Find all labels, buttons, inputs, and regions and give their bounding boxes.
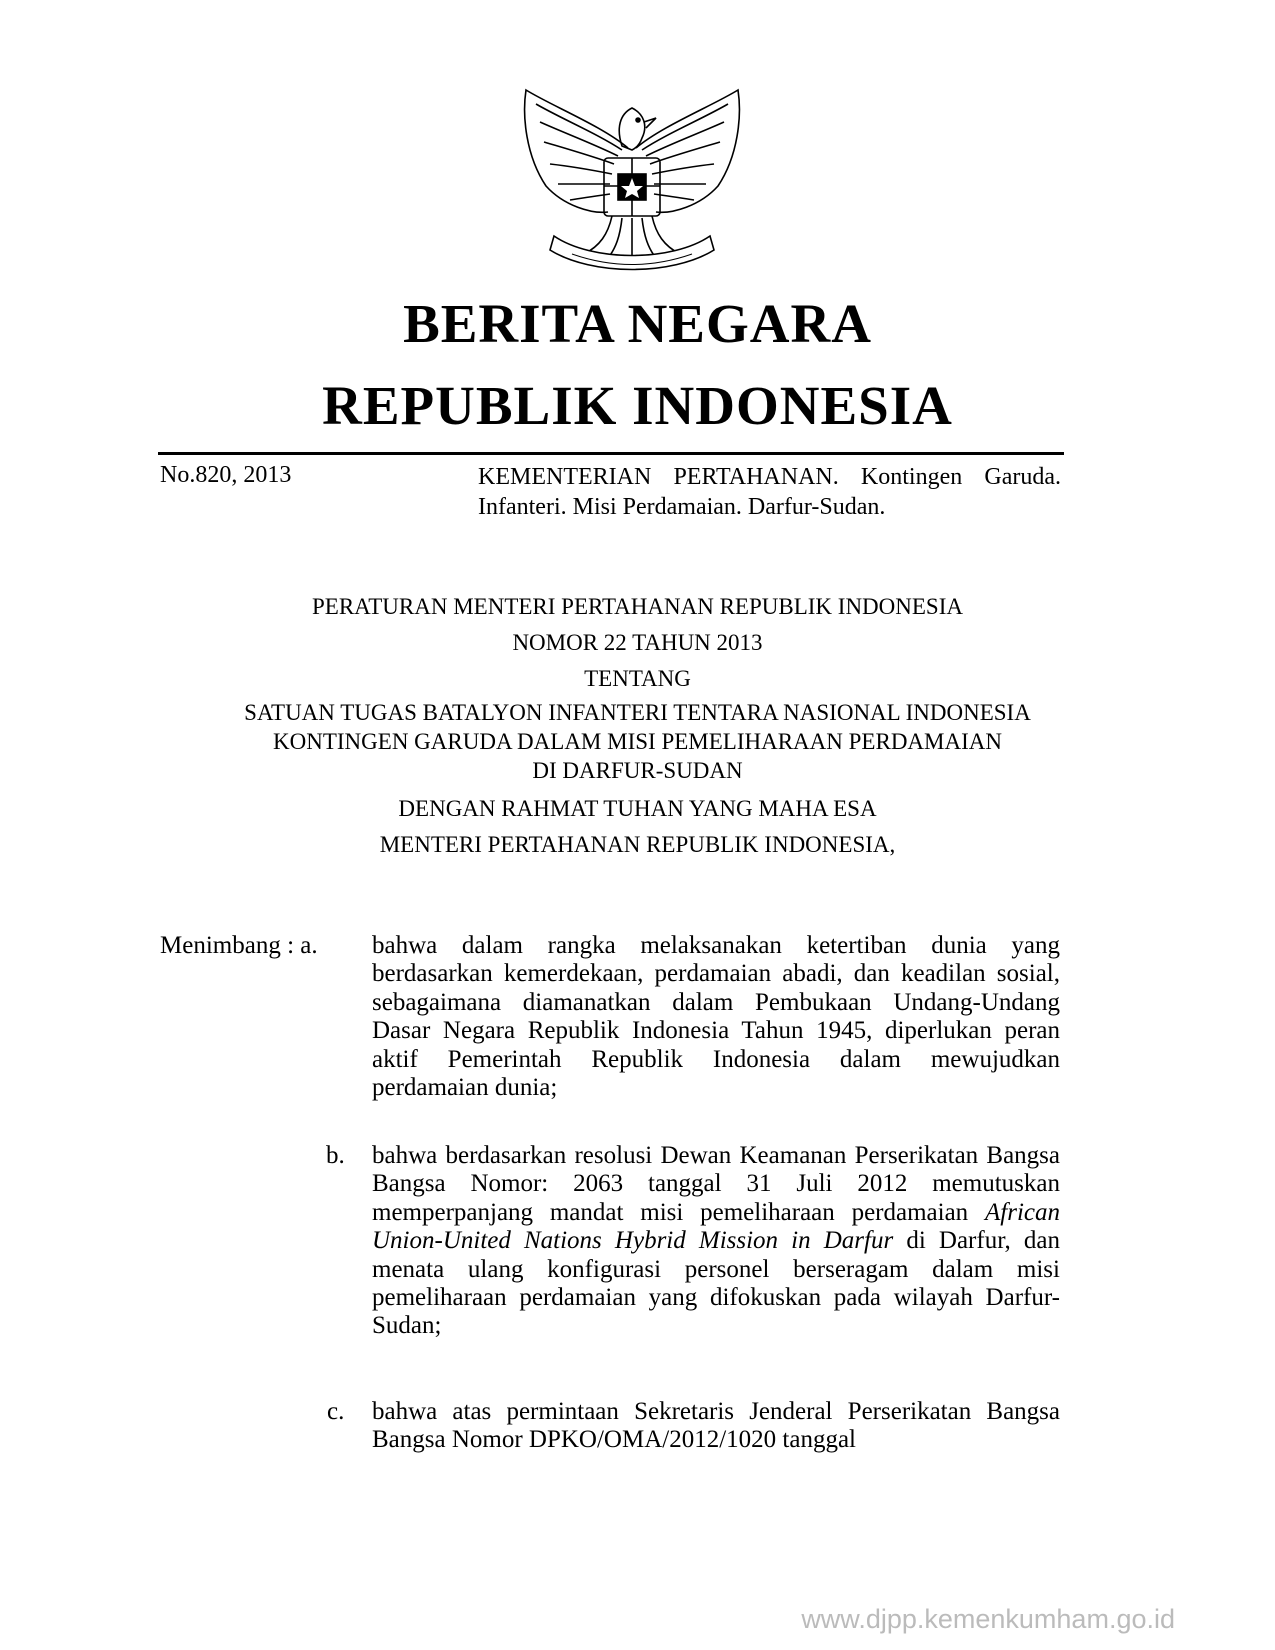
consideration-letter-c: c. (327, 1398, 345, 1425)
invocation: DENGAN RAHMAT TUHAN YANG MAHA ESA (398, 796, 877, 821)
gazette-title-line2: REPUBLIK INDONESIA (322, 375, 953, 436)
gazette-number: No.820, 2013 (160, 462, 292, 488)
consideration-letter-b: b. (326, 1142, 345, 1169)
garuda-emblem-icon (512, 86, 752, 276)
regulation-about: TENTANG (584, 666, 691, 691)
consideration-b (372, 1142, 1060, 1341)
regulation-heading: PERATURAN MENTERI PERTAHANAN REPUBLIK INDONESIA (312, 594, 963, 619)
gazette-title-line1: BERITA NEGARA (403, 293, 872, 354)
considerations-label (160, 932, 318, 960)
consideration-b-text2: di Darfur, dan menata ulang konfigurasi personel berseragam dalam misi pemeliharaan perdamaian yang difokuskan pada wilayah Darfur-Sudan; (372, 1227, 1060, 1340)
garuda-emblem (512, 86, 752, 276)
considerations-label-text: Menimbang : a. (160, 932, 318, 959)
watermark-url: www.djpp.kemenkumham.go.id (801, 1604, 1175, 1634)
regulation-subject (0, 698, 1275, 785)
regulation-number: NOMOR 22 TAHUN 2013 (512, 630, 763, 655)
consideration-a: bahwa dalam rangka melaksanakan ketertiban dunia yang berdasarkan kemerdekaan, perdamaian abadi, dan keadilan sosial, sebagaimana diamanatkan dalam Pembukaan Undang-Undang Dasar Negara Republik Indonesia Tahun 1945, diperlukan peran aktif Pemerintah Republik Indonesia dalam mewujudkan perdamaian dunia; (372, 932, 1060, 1102)
regulation-subject-line3: DI DARFUR-SUDAN (532, 758, 743, 783)
regulation-subject-line1: SATUAN TUGAS BATALYON INFANTERI TENTARA NASIONAL INDONESIA (244, 700, 1031, 725)
consideration-b-italic: African Union-United Nations Hybrid Mission in Darfur (372, 1198, 1060, 1255)
gazette-description: KEMENTERIAN PERTAHANAN. Kontingen Garuda. Infanteri. Misi Perdamaian. Darfur-Sudan. (478, 464, 1061, 520)
consideration-b-text1: bahwa berdasarkan resolusi Dewan Keamanan Perserikatan Bangsa Bangsa Nomor: 2063 tanggal 31 Juli 2012 memutuskan memperpanjang mandat misi pemeliharaan perdamaian (372, 1142, 1060, 1226)
header-divider (158, 452, 1064, 455)
consideration-c: bahwa atas permintaan Sekretaris Jenderal Perserikatan Bangsa Bangsa Nomor DPKO/OMA/2012/1020 tanggal (372, 1398, 1060, 1454)
regulation-subject-line2: KONTINGEN GARUDA DALAM MISI PEMELIHARAAN PERDAMAIAN (273, 729, 1002, 754)
issuer: MENTERI PERTAHANAN REPUBLIK INDONESIA, (379, 832, 896, 857)
